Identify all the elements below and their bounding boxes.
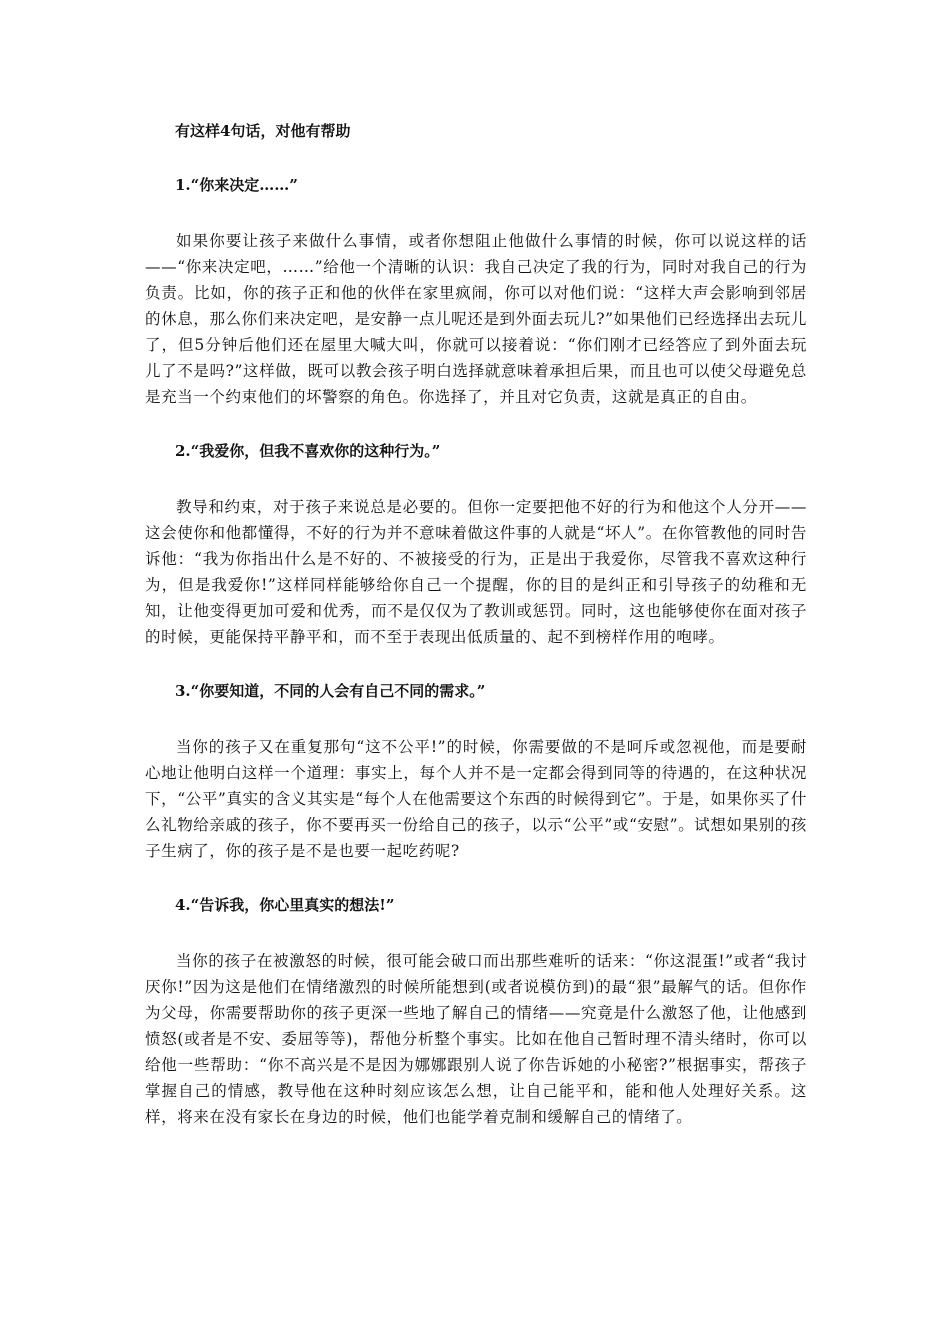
section-body-4: 当你的孩子在被激怒的时候，很可能会破口而出那些难听的话来：“你这混蛋!”或者“我讨厌你!”因为这是他们在情绪激烈的时候所能想到(或者说模仿到)的最“狠”最解气的话。但你作为父母，你需要帮助你的孩子更深一些地了解自己的情绪——究竟是什么激怒了他，让他感到愤怒(或者是不安、委屈等等)，帮他分析整个事实。比如在他自己暂时理不清头绪时，你可以给他一些帮助：“你不高兴是不是因为娜娜跟别人说了你告诉她的小秘密?”根据事实，帮孩子掌握自己的情感，教导他在这种时刻应该怎么想，让自己能平和，能和他人处理好关系。这样，将来在没有家长在身边的时候，他们也能学着克制和缓解自己的情绪了。 — [145, 952, 808, 1126]
section-body-2: 教导和约束，对于孩子来说总是必要的。但你一定要把他不好的行为和他这个人分开——这会使你和他都懂得，不好的行为并不意味着做这件事的人就是“坏人”。在你管教他的同时告诉他：“我为你指出什么是不好的、不被接受的行为，正是出于我爱你，尽管我不喜欢这种行为，但是我爱你!”这样同样能够给你自己一个提醒，你的目的是纠正和引导孩子的幼稚和无知，让他变得更加可爱和优秀，而不是仅仅为了教训或惩罚。同时，这也能够使你在面对孩子的时候，更能保持平静平和，而不至于表现出低质量的、起不到榜样作用的咆哮。 — [145, 498, 807, 646]
section-body-3: 当你的孩子又在重复那句“这不公平!”的时候，你需要做的不是呵斥或忽视他，而是要耐心地让他明白这样一个道理：事实上，每个人并不是一定都会得到同等的待遇的，在这种状况下，“公平”真实的含义其实是“每个人在他需要这个东西的时候得到它”。于是，如果你买了什么礼物给亲戚的孩子，你不要再买一份给自己的孩子，以示“公平”或“安慰”。试想如果别的孩子生病了，你的孩子是不是也要一起吃药呢? — [145, 738, 807, 860]
section-heading-3: 3.“你要知道，不同的人会有自己不同的需求。” — [175, 682, 486, 700]
section-heading-1: 1.“你来决定……” — [175, 176, 298, 194]
document-title: 有这样4句话，对他有帮助 — [175, 122, 351, 140]
section-body-1: 如果你要让孩子来做什么事情，或者你想阻止他做什么事情的时候，你可以说这样的话——“你来决定吧，……”给他一个清晰的认识：我自己决定了我的行为，同时对我自己的行为负责。比如，你的孩子正和他的伙伴在家里疯闹，你可以对他们说：“这样大声会影响到邻居的休息，那么你们来决定吧，是安静一点儿呢还是到外面去玩儿?”如果他们已经选择出去玩儿了，但5分钟后他们还在屋里大喊大叫，你就可以接着说：“你们刚才已经答应了到外面去玩儿了不是吗?”这样做，既可以教会孩子明白选择就意味着承担后果，而且也可以使父母避免总是充当一个约束他们的坏警察的角色。你选择了，并且对它负责，这就是真正的自由。 — [145, 232, 807, 406]
section-heading-4: 4.“告诉我，你心里真实的想法!” — [175, 896, 395, 914]
section-heading-2: 2.“我爱你，但我不喜欢你的这种行为。” — [175, 442, 441, 460]
document-content — [145, 118, 807, 1158]
